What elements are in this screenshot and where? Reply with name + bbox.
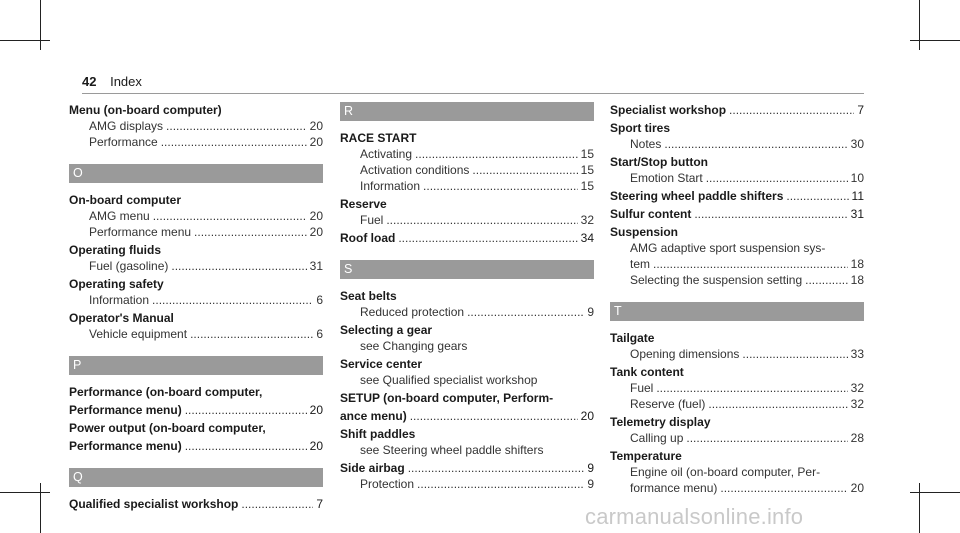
index-entry	[610, 188, 864, 204]
index-subentry	[610, 430, 864, 446]
index-entry-heading	[610, 206, 864, 222]
index-column-2	[340, 102, 594, 494]
index-entry	[610, 102, 864, 118]
index-entry-heading	[340, 196, 594, 212]
entry-title: Operating safety	[69, 277, 164, 291]
dot-leader	[742, 346, 847, 362]
index-entry-heading	[340, 408, 594, 424]
subentry-text: tem	[630, 257, 651, 271]
index-subentry	[69, 224, 323, 240]
dot-leader	[664, 136, 847, 152]
index-entry-heading	[610, 448, 864, 464]
index-subentry	[610, 346, 864, 362]
index-subentry	[340, 338, 594, 354]
dot-leader	[653, 256, 848, 272]
entry-title: Service center	[340, 357, 423, 371]
entry-page: 7	[316, 497, 323, 511]
entry-title: Side airbag	[340, 461, 405, 475]
index-entry	[610, 364, 864, 412]
index-subentry	[340, 442, 594, 458]
section-header-s: S	[340, 260, 594, 279]
index-column-1	[69, 102, 323, 514]
dot-leader	[720, 480, 847, 496]
dot-leader	[152, 292, 313, 308]
watermark: carmanualsonline.info	[585, 504, 804, 529]
entry-title: Sport tires	[610, 121, 671, 135]
index-entry	[69, 384, 323, 400]
index-entry-heading	[340, 356, 594, 372]
dot-leader	[410, 408, 578, 424]
entry-title: RACE START	[340, 131, 417, 145]
entry-title: Qualified specialist workshop	[69, 497, 239, 511]
index-entry	[340, 460, 594, 492]
subentry-text: see Qualified specialist workshop	[360, 373, 538, 387]
index-entry	[69, 420, 323, 436]
index-entry	[69, 276, 323, 308]
index-entry-heading	[610, 330, 864, 346]
index-entry	[610, 154, 864, 186]
dot-leader	[171, 258, 306, 274]
subentry-text: Opening dimensions	[630, 347, 740, 361]
dot-leader	[423, 178, 578, 194]
crop-mark	[919, 483, 920, 533]
dot-leader	[166, 118, 307, 134]
index-entry	[340, 390, 594, 406]
subentry-page: 20	[309, 119, 323, 133]
entry-title: Roof load	[340, 231, 396, 245]
subentry-text: Engine oil (on-board computer, Per-	[630, 465, 821, 479]
crop-mark	[40, 483, 41, 533]
dot-leader	[161, 134, 307, 150]
subentry-page: 6	[316, 327, 323, 341]
subentry-page: 32	[580, 213, 594, 227]
entry-title: Power output (on-board computer,	[69, 421, 266, 435]
subentry-page: 28	[850, 431, 864, 445]
subentry-text: Performance menu	[89, 225, 192, 239]
index-entry	[340, 130, 594, 194]
index-subentry	[340, 372, 594, 388]
index-entry-heading	[69, 276, 323, 292]
index-subentry	[69, 326, 323, 342]
dot-leader	[398, 230, 577, 246]
subentry-text: Fuel (gasoline)	[89, 259, 169, 273]
index-entry-heading	[69, 402, 323, 418]
dot-leader	[417, 476, 584, 492]
dot-leader	[686, 430, 847, 446]
subentry-text: see Steering wheel paddle shifters	[360, 443, 544, 457]
entry-title: Shift paddles	[340, 427, 416, 441]
index-entry-heading	[69, 192, 323, 208]
dot-leader	[472, 162, 577, 178]
dot-leader	[656, 380, 847, 396]
dot-leader	[708, 396, 847, 412]
subentry-page: 9	[587, 477, 594, 491]
entry-title: Menu (on-board computer)	[69, 103, 222, 117]
entry-page: 9	[587, 461, 594, 475]
index-entry-heading	[69, 242, 323, 258]
index-subentry	[340, 178, 594, 194]
crop-mark	[910, 40, 960, 41]
index-subentry	[69, 258, 323, 274]
entry-title: Performance menu)	[69, 403, 182, 417]
entry-title: On-board computer	[69, 193, 182, 207]
index-entry	[340, 408, 594, 424]
entry-title: Seat belts	[340, 289, 397, 303]
entry-title: Performance menu)	[69, 439, 182, 453]
subentry-text: formance menu)	[630, 481, 718, 495]
index-subentry	[610, 396, 864, 412]
index-entry-heading	[610, 120, 864, 136]
subentry-page: 10	[850, 171, 864, 185]
entry-title: Operating fluids	[69, 243, 162, 257]
subentry-page: 32	[850, 397, 864, 411]
crop-mark	[0, 40, 50, 41]
index-subentry	[340, 212, 594, 228]
index-entry	[340, 356, 594, 388]
index-entry-heading	[610, 414, 864, 430]
subentry-text: Emotion Start	[630, 171, 703, 185]
index-entry-heading	[610, 224, 864, 240]
entry-title: Operator's Manual	[69, 311, 174, 325]
header-rule	[82, 93, 864, 94]
crop-mark	[0, 492, 50, 493]
subentry-page: 15	[580, 179, 594, 193]
index-entry	[340, 426, 594, 458]
subentry-text: Activating	[360, 147, 413, 161]
index-entry-heading	[340, 322, 594, 338]
index-subentry	[610, 464, 864, 480]
subentry-page: 30	[850, 137, 864, 151]
index-entry	[610, 330, 864, 362]
entry-title: Tailgate	[610, 331, 655, 345]
subentry-text: Reduced protection	[360, 305, 465, 319]
index-entry	[340, 230, 594, 246]
crop-mark	[910, 492, 960, 493]
section-header-p: P	[69, 356, 323, 375]
index-entry	[340, 322, 594, 354]
index-entry	[69, 102, 323, 150]
index-subentry	[610, 272, 864, 288]
index-entry	[610, 120, 864, 152]
index-entry-heading	[340, 426, 594, 442]
subentry-page: 33	[850, 347, 864, 361]
entry-title: SETUP (on-board computer, Perform-	[340, 391, 554, 405]
entry-title: Performance (on-board computer,	[69, 385, 263, 399]
subentry-text: Activation conditions	[360, 163, 470, 177]
subentry-page: 20	[309, 225, 323, 239]
index-entry	[610, 448, 864, 496]
subentry-page: 20	[309, 135, 323, 149]
subentry-text: AMG menu	[89, 209, 150, 223]
index-subentry	[610, 240, 864, 256]
subentry-text: Protection	[360, 477, 415, 491]
index-subentry	[610, 136, 864, 152]
entry-title: Temperature	[610, 449, 682, 463]
index-entry-heading	[69, 438, 323, 454]
index-entry-heading	[610, 154, 864, 170]
entry-title: Telemetry display	[610, 415, 711, 429]
entry-page: 20	[309, 403, 323, 417]
index-entry-heading	[69, 102, 323, 118]
subentry-page: 31	[309, 259, 323, 273]
subentry-text: see Changing gears	[360, 339, 468, 353]
index-entry	[340, 196, 594, 228]
index-entry-heading	[69, 496, 323, 512]
dot-leader	[194, 224, 307, 240]
entry-title: ance menu)	[340, 409, 407, 423]
index-subentry	[340, 304, 594, 320]
page-header	[82, 74, 142, 89]
index-entry-heading	[340, 130, 594, 146]
index-entry	[69, 192, 323, 240]
entry-title: Suspension	[610, 225, 679, 239]
dot-leader	[694, 206, 847, 222]
subentry-page: 18	[850, 257, 864, 271]
subentry-text: Fuel	[360, 213, 384, 227]
subentry-page: 6	[316, 293, 323, 307]
subentry-text: Vehicle equipment	[89, 327, 188, 341]
index-entry	[69, 402, 323, 418]
subentry-text: Selecting the suspension setting	[630, 273, 803, 287]
subentry-page: 15	[580, 163, 594, 177]
subentry-text: Performance	[89, 135, 158, 149]
index-entry-heading	[610, 188, 864, 204]
index-subentry	[69, 134, 323, 150]
index-entry	[610, 224, 864, 288]
subentry-page: 32	[850, 381, 864, 395]
index-entry-heading	[610, 364, 864, 380]
index-subentry	[610, 170, 864, 186]
entry-page: 11	[851, 189, 864, 203]
section-header-t: T	[610, 302, 864, 321]
entry-page: 7	[857, 103, 864, 117]
index-entry	[610, 206, 864, 222]
dot-leader	[185, 402, 307, 418]
subentry-text: AMG adaptive sport suspension sys-	[630, 241, 826, 255]
entry-title: Selecting a gear	[340, 323, 433, 337]
index-subentry	[610, 480, 864, 496]
subentry-page: 18	[850, 273, 864, 287]
index-entry-heading	[340, 288, 594, 304]
dot-leader	[467, 304, 584, 320]
index-entry-heading	[340, 460, 594, 476]
subentry-text: Notes	[630, 137, 662, 151]
entry-page: 20	[580, 409, 594, 423]
entry-title: Specialist workshop	[610, 103, 727, 117]
dot-leader	[190, 326, 313, 342]
index-subentry	[69, 118, 323, 134]
index-subentry	[610, 380, 864, 396]
index-subentry	[69, 292, 323, 308]
index-entry	[69, 242, 323, 274]
index-entry-heading	[69, 420, 323, 436]
index-entry	[340, 288, 594, 320]
subentry-text: Fuel	[630, 381, 654, 395]
dot-leader	[153, 208, 307, 224]
dot-leader	[729, 102, 854, 118]
index-entry-heading	[340, 230, 594, 246]
entry-title: Tank content	[610, 365, 684, 379]
entry-page: 34	[580, 231, 594, 245]
subentry-text: AMG displays	[89, 119, 164, 133]
index-entry-heading	[69, 310, 323, 326]
entry-title: Reserve	[340, 197, 387, 211]
dot-leader	[386, 212, 577, 228]
index-entry-heading	[340, 390, 594, 406]
crop-mark	[40, 0, 41, 50]
dot-leader	[706, 170, 848, 186]
subentry-text: Information	[89, 293, 150, 307]
index-entry	[69, 438, 323, 454]
dot-leader	[241, 496, 313, 512]
index-subentry	[340, 146, 594, 162]
index-entry-heading	[69, 384, 323, 400]
index-entry	[610, 414, 864, 446]
index-entry	[69, 496, 323, 512]
dot-leader	[805, 272, 848, 288]
dot-leader	[415, 146, 578, 162]
index-subentry	[610, 256, 864, 272]
entry-page: 20	[309, 439, 323, 453]
index-column-3	[610, 102, 864, 498]
dot-leader	[185, 438, 307, 454]
subentry-page: 20	[309, 209, 323, 223]
section-header-q: Q	[69, 468, 323, 487]
index-entry	[69, 310, 323, 342]
index-subentry	[340, 162, 594, 178]
crop-mark	[919, 0, 920, 50]
section-header-o: O	[69, 164, 323, 183]
entry-title: Start/Stop button	[610, 155, 708, 169]
entry-title: Sulfur content	[610, 207, 692, 221]
dot-leader	[408, 460, 585, 476]
subentry-page: 15	[580, 147, 594, 161]
index-entry-heading	[610, 102, 864, 118]
entry-title: Steering wheel paddle shifters	[610, 189, 784, 203]
index-subentry	[340, 476, 594, 492]
entry-page: 31	[850, 207, 864, 221]
dot-leader	[786, 188, 848, 204]
index-subentry	[69, 208, 323, 224]
page-title: Index	[110, 74, 142, 89]
subentry-text: Calling up	[630, 431, 684, 445]
section-header-r: R	[340, 102, 594, 121]
page-number: 42	[82, 74, 97, 89]
subentry-page: 9	[587, 305, 594, 319]
subentry-text: Reserve (fuel)	[630, 397, 706, 411]
subentry-text: Information	[360, 179, 421, 193]
subentry-page: 20	[850, 481, 864, 495]
